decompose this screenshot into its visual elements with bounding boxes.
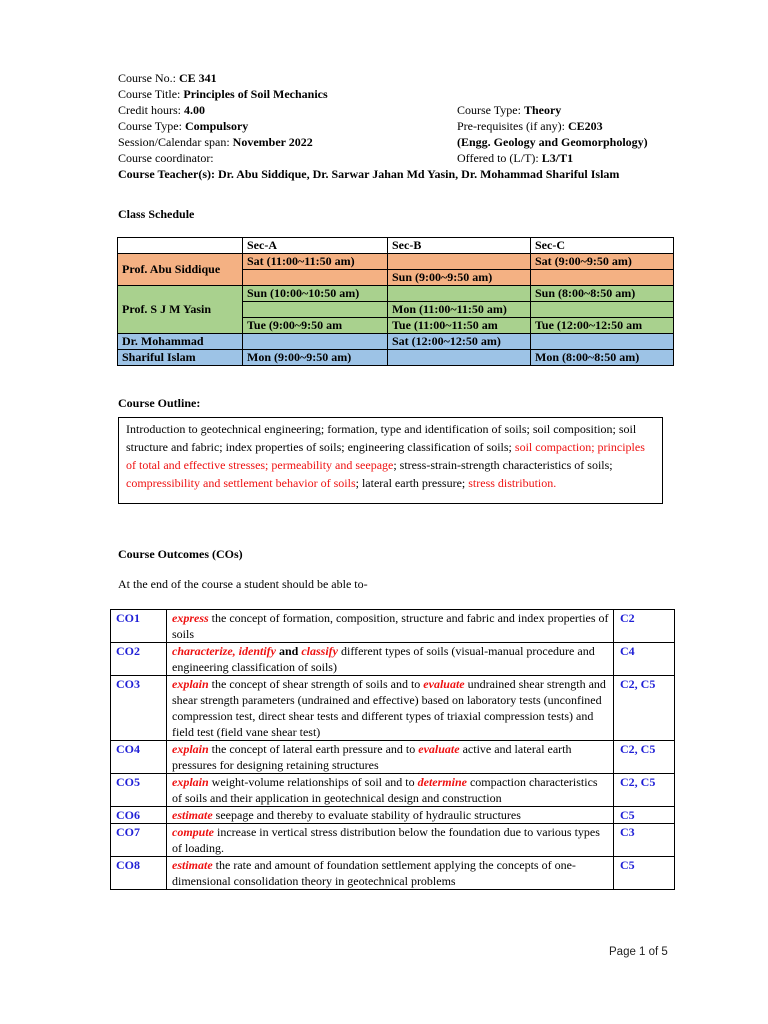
- teachers-label: Course Teacher(s):: [118, 167, 215, 181]
- co-level: C4: [614, 643, 675, 676]
- co-level: C5: [614, 807, 675, 824]
- course-title-label: Course Title:: [118, 87, 181, 101]
- co-verb: classify: [301, 644, 338, 658]
- course-type-label: Course Type:: [118, 119, 182, 133]
- course-no-label: Course No.:: [118, 71, 176, 85]
- co-verb: compute: [172, 825, 214, 839]
- co-id: CO7: [111, 824, 167, 857]
- table-row: [111, 676, 675, 741]
- co-id: CO1: [111, 610, 167, 643]
- co-text: undrained shear strength and shear strength parameters (undrained and effective) based on laboratory tests (unconfined compression test, direct shear tests and different types of triaxial compression tests) and field test (field vane shear test): [172, 677, 606, 739]
- coordinator-label: Course coordinator:: [118, 151, 214, 165]
- table-header: Sec-A: [243, 238, 388, 254]
- table-cell: [243, 270, 388, 286]
- co-text: seepage and thereby to evaluate stability of hydraulic structures: [212, 808, 521, 822]
- table-cell: Sat (9:00~9:50 am): [531, 254, 674, 270]
- co-id: CO6: [111, 807, 167, 824]
- table-cell: Tue (11:00~11:50 am: [388, 318, 531, 334]
- course-type-theory: Theory: [523, 103, 562, 117]
- co-text: the concept of shear strength of soils and to: [208, 677, 424, 691]
- course-outline-box: [118, 417, 663, 504]
- course-type-compulsory: Compulsory: [184, 119, 249, 133]
- co-level: C2: [614, 610, 675, 643]
- course-outcomes-heading: Course Outcomes (COs): [118, 547, 243, 561]
- session-label: Session/Calendar span:: [118, 135, 230, 149]
- co-verb: explain: [172, 775, 209, 789]
- outline-highlight: compressibility and settlement behavior of soils: [126, 476, 356, 490]
- co-description: [167, 774, 614, 807]
- table-cell: Mon (8:00~8:50 am): [531, 350, 674, 366]
- session: November 2022: [232, 135, 313, 149]
- table-cell: Sun (9:00~9:50 am): [388, 270, 531, 286]
- co-level: C3: [614, 824, 675, 857]
- table-cell: [531, 302, 674, 318]
- course-outcomes-table: [110, 609, 675, 890]
- co-verb: express: [172, 611, 209, 625]
- offered-label: Offered to (L/T):: [457, 151, 539, 165]
- co-verb: evaluate: [418, 742, 460, 756]
- co-description: [167, 824, 614, 857]
- table-cell: [531, 334, 674, 350]
- table-cell: Mon (11:00~11:50 am): [388, 302, 531, 318]
- credit-hours-label: Credit hours:: [118, 103, 181, 117]
- teachers: Dr. Abu Siddique, Dr. Sarwar Jahan Md Yasin, Dr. Mohammad Shariful Islam: [217, 167, 620, 181]
- co-description: [167, 807, 614, 824]
- outline-text: ; stress-strain-strength characteristics of soils;: [393, 458, 613, 472]
- course-type-label: Course Type:: [457, 103, 521, 117]
- co-verb: characterize, identify: [172, 644, 276, 658]
- table-row: [111, 857, 675, 890]
- co-verb: explain: [172, 677, 209, 691]
- co-verb: determine: [417, 775, 467, 789]
- table-row: [111, 741, 675, 774]
- offered: L3/T1: [541, 151, 574, 165]
- table-cell: [388, 350, 531, 366]
- table-row: [111, 643, 675, 676]
- table-row: [118, 350, 674, 366]
- course-outline-heading: Course Outline:: [118, 396, 201, 410]
- table-row: [118, 238, 674, 254]
- credit-hours: 4.00: [184, 103, 205, 117]
- co-text: the concept of lateral earth pressure and to: [208, 742, 419, 756]
- co-id: CO3: [111, 676, 167, 741]
- outline-highlight: stress distribution.: [468, 476, 557, 490]
- table-cell: Sun (8:00~8:50 am): [531, 286, 674, 302]
- table-cell: [388, 254, 531, 270]
- prereq: CE203: [567, 119, 603, 133]
- co-id: CO5: [111, 774, 167, 807]
- table-cell: Tue (12:00~12:50 am: [531, 318, 674, 334]
- co-text: the rate and amount of foundation settlement applying the concepts of one-dimensional consolidation theory in geotechnical problems: [172, 858, 576, 888]
- co-text: active and lateral earth pressures for designing retaining structures: [172, 742, 572, 772]
- teacher-name-line1: Dr. Mohammad: [118, 334, 243, 350]
- table-cell: Sat (11:00~11:50 am): [243, 254, 388, 270]
- prereq-detail: (Engg. Geology and Geomorphology): [457, 135, 648, 149]
- table-cell: [118, 238, 243, 254]
- table-cell: Mon (9:00~9:50 am): [243, 350, 388, 366]
- table-row: [118, 334, 674, 350]
- co-conjunction: and: [275, 644, 302, 658]
- table-row: [111, 807, 675, 824]
- co-level: C5: [614, 857, 675, 890]
- co-id: CO4: [111, 741, 167, 774]
- co-level: C2, C5: [614, 774, 675, 807]
- page-number: Page 1 of 5: [609, 946, 668, 958]
- outline-text: ; lateral earth pressure;: [355, 476, 469, 490]
- teacher-name-line2: Shariful Islam: [118, 350, 243, 366]
- co-text: increase in vertical stress distribution below the foundation due to various types of loading.: [172, 825, 600, 855]
- course-header: [118, 70, 678, 182]
- table-cell: [243, 334, 388, 350]
- table-header: Sec-B: [388, 238, 531, 254]
- co-description: [167, 610, 614, 643]
- co-description: [167, 643, 614, 676]
- co-id: CO8: [111, 857, 167, 890]
- table-row: [111, 824, 675, 857]
- table-row: [118, 286, 674, 302]
- table-cell: [388, 286, 531, 302]
- co-text: the concept of formation, composition, structure and fabric and index properties of soils: [172, 611, 609, 641]
- table-row: [111, 610, 675, 643]
- course-title: Principles of Soil Mechanics: [183, 87, 328, 101]
- course-no: CE 341: [179, 71, 217, 85]
- co-id: CO2: [111, 643, 167, 676]
- co-level: C2, C5: [614, 741, 675, 774]
- co-verb: evaluate: [423, 677, 465, 691]
- table-cell: Sat (12:00~12:50 am): [388, 334, 531, 350]
- table-header: Sec-C: [531, 238, 674, 254]
- table-cell: [531, 270, 674, 286]
- co-level: C2, C5: [614, 676, 675, 741]
- teacher-name: Prof. S J M Yasin: [118, 286, 243, 334]
- co-description: [167, 676, 614, 741]
- co-text: different types of soils (visual-manual procedure and engineering classification of soils): [172, 644, 595, 674]
- co-verb: estimate: [172, 858, 213, 872]
- outline-highlight: soil compaction; principles of total and effective stresses; permeability and seepage: [126, 440, 645, 472]
- table-cell: Sun (10:00~10:50 am): [243, 286, 388, 302]
- table-cell: Tue (9:00~9:50 am: [243, 318, 388, 334]
- class-schedule-heading: Class Schedule: [118, 207, 195, 221]
- co-verb: estimate: [172, 808, 213, 822]
- prereq-label: Pre-requisites (if any):: [457, 119, 565, 133]
- outline-text: Introduction to geotechnical engineering; formation, type and identification of soils; soil composition; soil structure and fabric; index properties of soils; engineering classification of soils;: [126, 422, 637, 454]
- table-row: [111, 774, 675, 807]
- outcomes-intro: At the end of the course a student should be able to-: [118, 577, 368, 591]
- co-text: compaction characteristics of soils and their application in geotechnical design and construction: [172, 775, 598, 805]
- co-verb: explain: [172, 742, 209, 756]
- table-row: [118, 254, 674, 270]
- co-text: weight-volume relationships of soil and to: [208, 775, 418, 789]
- class-schedule-table: [117, 237, 674, 366]
- teacher-name: Prof. Abu Siddique: [118, 254, 243, 286]
- table-cell: [243, 302, 388, 318]
- co-description: [167, 741, 614, 774]
- co-description: [167, 857, 614, 890]
